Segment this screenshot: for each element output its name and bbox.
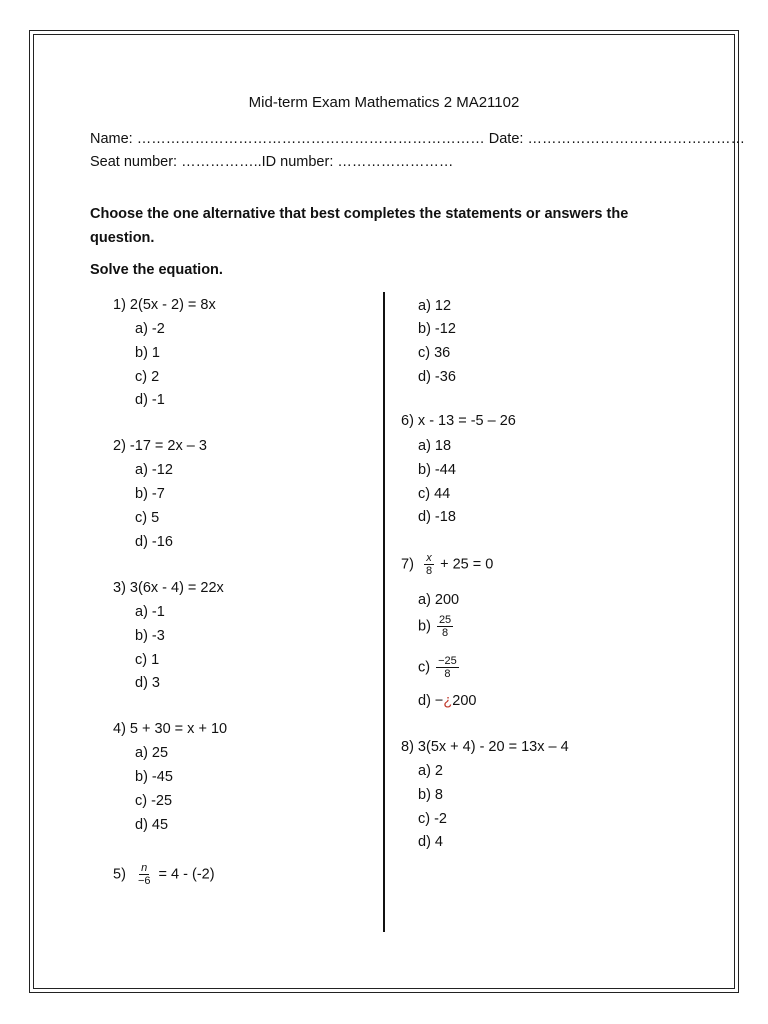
q4-option-c: c) -25 [135, 793, 173, 809]
q7-b-fraction: $\frac{25}{8}$ [438, 614, 452, 639]
q3-option-b: b) -3 [135, 628, 165, 644]
q8-option-a: a) 2 [418, 763, 443, 779]
q5-option-b: b) -12 [418, 321, 456, 337]
q5-option-a: a) 12 [418, 298, 452, 314]
q5-option-c: c) 36 [418, 345, 451, 361]
section-heading: Solve the equation. [90, 262, 223, 278]
q8-option-c: c) -2 [418, 811, 447, 827]
q5-rhs: = 4 - (-2) [158, 866, 215, 883]
q8-option-b: b) 8 [418, 787, 443, 803]
question-1: 1) 2(5x - 2) = 8x [113, 297, 216, 313]
q4-option-a: a) 25 [135, 745, 169, 761]
question-7 [401, 552, 493, 577]
q6-option-b: b) -44 [418, 462, 456, 478]
q3-option-c: c) 1 [135, 652, 160, 668]
exam-title: Mid-term Exam Mathematics 2 MA21102 [248, 94, 520, 111]
q3-option-d: d) 3 [135, 675, 160, 691]
q6-option-d: d) -18 [418, 509, 456, 525]
q7-number: 7) [401, 556, 414, 573]
q4-option-b: b) -45 [135, 769, 173, 785]
q7-option-c: c) $\frac{-25}{8}$ [418, 655, 457, 680]
q8-option-d: d) 4 [418, 834, 443, 850]
q7-option-b: b) $\frac{25}{8}$ [418, 614, 452, 639]
seat-id-line: Seat number: ……………..ID number: …………………… [90, 154, 454, 170]
question-8: 8) 3(5x + 4) - 20 = 13x – 4 [401, 739, 569, 755]
question-5 [113, 862, 215, 887]
q6-option-a: a) 18 [418, 438, 452, 454]
q5-number: 5) [113, 866, 126, 883]
q1-option-a: a) -2 [135, 321, 165, 337]
q5-option-d: d) -36 [418, 369, 456, 385]
q4-option-d: d) 45 [135, 817, 169, 833]
q1-option-d: d) -1 [135, 392, 165, 408]
q1-option-b: b) 1 [135, 345, 160, 361]
question-2: 2) -17 = 2x – 3 [113, 438, 207, 454]
q2-option-b: b) -7 [135, 486, 165, 502]
question-6: 6) x - 13 = -5 – 26 [401, 413, 516, 429]
q2-option-d: d) -16 [135, 534, 173, 550]
q2-option-a: a) -12 [135, 462, 173, 478]
column-divider [383, 292, 385, 932]
name-date-line: Name: ……………………………………………………………… Date: ……………………………………… [90, 131, 745, 147]
q5-fraction: $\frac{n}{-6}$ [137, 862, 151, 887]
q7-c-fraction: $\frac{-25}{8}$ [438, 655, 457, 680]
q1-option-c: c) 2 [135, 369, 160, 385]
instructions: Choose the one alternative that best completes the statements or answers the question. [90, 206, 629, 246]
q7-fraction: $\frac{x}{8}$ [425, 552, 433, 577]
q2-option-c: c) 5 [135, 510, 160, 526]
question-3: 3) 3(6x - 4) = 22x [113, 580, 224, 596]
q6-option-c: c) 44 [418, 486, 451, 502]
q7-rhs: + 25 = 0 [440, 556, 494, 573]
question-4: 4) 5 + 30 = x + 10 [113, 721, 228, 737]
q7-option-d: d) −¿200 [418, 693, 477, 709]
q7-option-a: a) 200 [418, 592, 460, 608]
q7-d-glyph: ¿ [443, 693, 453, 709]
q3-option-a: a) -1 [135, 604, 165, 620]
